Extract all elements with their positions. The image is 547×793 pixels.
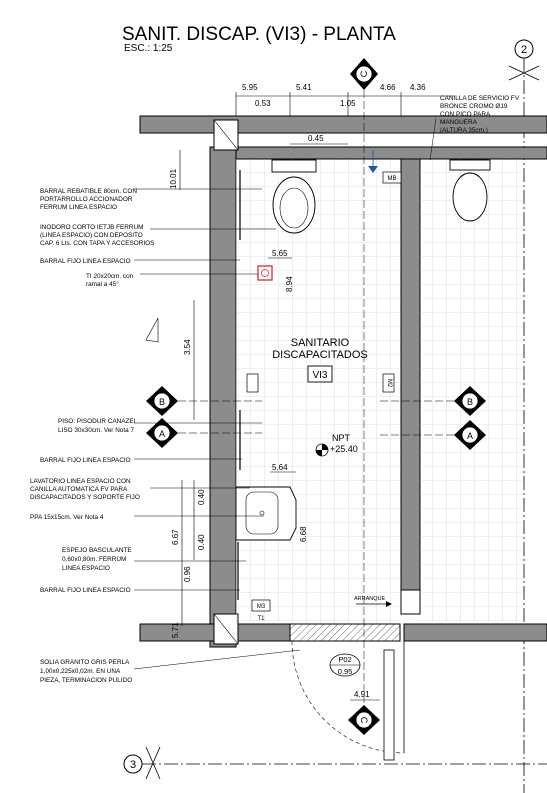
dim-436: 4.36: [410, 83, 426, 92]
section-mark-b-left: [146, 386, 178, 416]
toilet-fixture: [272, 160, 316, 233]
room-name-line1: SANITARIO: [290, 337, 350, 349]
svg-text:T1: T1: [257, 616, 265, 622]
grid-axis-3: [124, 747, 547, 779]
note-barral-rebatible: BARRAL REBATIBLE 80cm. CON PORTARROLLO ACCIONADOR FERRUM LINEA ESPACIO: [40, 188, 137, 211]
svg-text:MB: MB: [387, 176, 397, 182]
svg-text:0.95: 0.95: [337, 667, 353, 676]
level-value: +25.40: [330, 444, 358, 454]
svg-text:M3: M3: [256, 604, 266, 610]
grid-ref-2: 2: [520, 44, 528, 56]
svg-text:B: B: [466, 397, 474, 407]
svg-text:B: B: [158, 397, 166, 407]
note-barral-fijo-3: BARRAL FIJO LINEA ESPACIO: [40, 587, 131, 594]
note-inodoro: INODORO CORTO IETJB FERRUM (LINEA ESPACIO) CON DEPOSITO CAP. 6 Lts. CON TAPA Y ACCESORIOS: [40, 224, 155, 247]
section-mark-a-left: [146, 418, 178, 448]
grid-ref-3: 3: [129, 759, 137, 771]
arranque-label: ARRANQUE: [354, 596, 386, 602]
svg-text:M2: M2: [386, 378, 392, 388]
svg-text:A: A: [466, 431, 474, 441]
note-ppa: PPA 15x15cm. Ver Nota 4: [30, 514, 104, 521]
dim-053: 0.53: [255, 99, 271, 108]
svg-text:C: C: [359, 716, 369, 724]
note-lavatorio: LAVATORIO LINEA ESPACIO CON CANILLA AUTOMATICA FV PARA DISCAPACITADOS Y SOPORTE FIJO: [30, 478, 140, 501]
level-label: NPT: [332, 433, 350, 443]
dim-045: 0.45: [308, 134, 324, 143]
dim-466: 4.66: [380, 83, 396, 92]
note-barral-fijo-2: BARRAL FIJO LINEA ESPACIO: [40, 457, 131, 464]
sink-fixture: [236, 487, 296, 540]
note-solia: SOLIA GRANITO GRIS PERLA 1,00x0,225x0,02m. EN UNA PIEZA, TERMINACION PULIDO: [40, 659, 133, 684]
dim-564: 5.64: [272, 463, 288, 472]
dim-667: 6.67: [171, 529, 180, 545]
tag-m2: [383, 374, 394, 392]
svg-text:A: A: [158, 429, 166, 439]
dim-541: 5.41: [296, 83, 312, 92]
left-dimension-lines: [180, 150, 194, 626]
dim-040a: 0.40: [197, 489, 206, 505]
dim-894: 8.94: [285, 276, 294, 292]
note-canilla: CANILLA DE SERVICIO FV BRONCE CROMO Ø19 CON PICO PARA MANGUERA (ALTURA 35cm.): [440, 95, 520, 134]
dim-105: 1.05: [340, 99, 356, 108]
room-name-line2: DISCAPACITADOS: [272, 349, 368, 361]
dim-040b: 0.40: [197, 534, 206, 550]
section-mark-c-top: [350, 58, 378, 90]
drawing-title: SANIT. DISCAP. (VI3) - PLANTA: [122, 24, 396, 45]
room-code: VI3: [312, 370, 328, 381]
dim-565: 5.65: [272, 249, 288, 258]
dim-491: 4.91: [354, 690, 370, 699]
dim-668: 6.68: [299, 526, 308, 542]
dim-096: 0.96: [183, 566, 192, 582]
note-piso: PISO: PISODUR CANAZEI LISO 30x30cm. Ver Nota 7: [58, 418, 136, 434]
threshold-solia: [290, 624, 400, 641]
note-ti: TI 20x20cm. con ramal a 45°: [86, 273, 134, 288]
tag-m1: [247, 374, 258, 392]
dim-571: 5.71: [171, 622, 180, 638]
drawing-scale: ESC.: 1:25: [124, 43, 173, 54]
dim-354: 3.54: [183, 339, 192, 355]
note-barral-fijo-1: BARRAL FIJO LINEA ESPACIO: [40, 258, 131, 265]
svg-text:C: C: [359, 70, 369, 78]
dim-1001: 10.01: [169, 168, 178, 189]
note-espejo: ESPEJO BASCULANTE 0,60x0,80m. FERRUM LINEA ESPACIO: [62, 547, 132, 572]
tag-mb: [383, 172, 401, 183]
door-tag: [330, 654, 360, 676]
svg-text:P02: P02: [338, 655, 352, 664]
section-mark-c-bottom: [348, 705, 380, 735]
elevation-sketch-mark: [146, 318, 158, 342]
dim-595: 5.95: [242, 83, 258, 92]
